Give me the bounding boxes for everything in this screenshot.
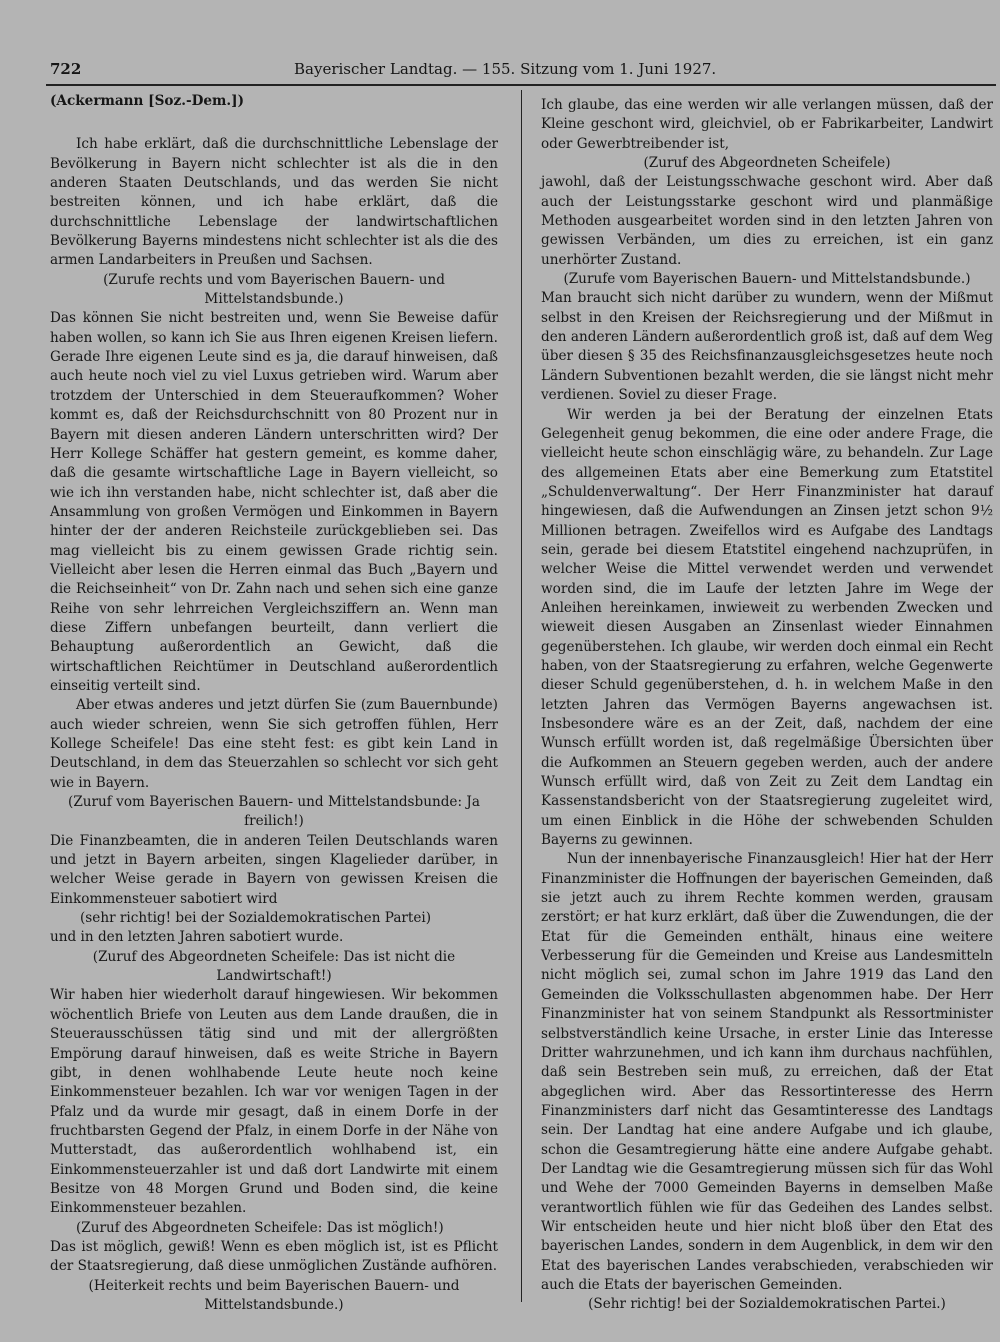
- header-rule: [46, 84, 996, 86]
- left-column: [50, 92, 498, 1315]
- interjection: (Heiterkeit rechts und beim Bayerischen Bauern- und Mittelstandsbunde.): [88, 1277, 460, 1313]
- paragraph: Ich habe erklärt, daß die durchschnittliche Lebenslage der Bevölkerung in Bayern nicht schlechter ist als die in den anderen Staaten Deutschlands, und das werden Sie nicht bestreiten können, und ich habe erklärt, daß die durchschnittliche Lebenslage der landwirtschaftlichen Bevölkerung Bayerns mindestens nicht schlechter ist als die des armen Landarbeiters in Preußen und Sachsen.: [50, 136, 498, 269]
- paragraph: Man braucht sich nicht darüber zu wundern, wenn der Mißmut selbst in den Kreisen der Reichsregierung und der Mißmut in den anderen Ländern außerordentlich groß ist, daß auf dem Weg über diesen § 35 des Reichsfinanzausgleichsgesetzes heute noch Ländern Subventionen bezahlt werden, die sie längst nicht mehr verdienen. Soviel zu dieser Frage.: [541, 290, 993, 404]
- interjection: (Sehr richtig! bei der Sozialdemokratischen Partei.): [588, 1296, 946, 1313]
- paragraph: Die Finanzbeamten, die in anderen Teilen Deutschlands waren und jetzt in Bayern arbeiten, singen Klagelieder darüber, in welcher Weise gerade in Bayern von gewissen Kreisen die Einkommensteuer sabotiert wird: [50, 832, 498, 907]
- interjection: (Zuruf des Abgeordneten Scheifele): [643, 155, 891, 172]
- paragraph: Nun der innenbayerische Finanzausgleich! Hier hat der Herr Finanzminister die Hoffnungen der bayerischen Gemeinden, daß sie jetzt auch zu ihrem Rechte kommen werden, grausam zerstört; er hat kurz erklärt, daß über die Zuwendungen, die der Etat für die Gemeinden enthält, hinaus eine weitere Verbesserung für die Gemeinden und Kreise aus Landesmitteln nicht möglich sei, zumal schon im Jahre 1919 das Land den Gemeinden die Volksschullasten abgenommen habe. Der Herr Finanzminister hat von seinem Standpunkt als Ressortminister selbstverständlich keine Ursache, in erster Linie das Interesse Dritter wahrzunehmen, und ich kann ihm durchaus nachfühlen, daß sein Bestreben sein muß, zu erreichen, daß der Etat abgeglichen wird. Aber das Ressortinteresse des Herrn Finanzministers darf nicht das Gesamtinteresse des Landtags sein. Der Landtag hat eine andere Aufgabe und ich glaube, schon die Gesamtregierung hätte eine andere Aufgabe gehabt. Der Landtag wie die Gesamtregierung müssen sich für das Wohl und Wehe der 7000 Gemeinden Bayerns in demselben Maße verantwortlich fühlen wie für das Gedeihen des Landes selbst. Wir entscheiden heute und hier nicht bloß über den Etat des bayerischen Landes, sondern in dem Augenblick, in dem wir den Etat des bayerischen Landes verabschieden, verabschieden wir auch die Etats der bayerischen Gemeinden.: [541, 851, 993, 1293]
- paragraph: Aber etwas anderes und jetzt dürfen Sie (zum Bauernbunde) auch wieder schreien, wenn Sie sich getroffen fühlen, Herr Kollege Scheifele! Das eine steht fest: es gibt kein Land in Deutschland, in dem das Steuerzahlen so schlecht vor sich geht wie in Bayern.: [50, 697, 498, 791]
- column-divider: [521, 90, 522, 1302]
- paragraph: Wir haben hier wiederholt darauf hingewiesen. Wir bekommen wöchentlich Briefe von Leuten aus dem Lande draußen, die in Steuerausschüssen tätig sind und mit der allergrößten Empörung darauf hinweisen, daß es weite Striche in Bayern gibt, in denen wohlhabende Leute heute noch keine Einkommensteuer bezahlen. Ich war vor wenigen Tagen in der Pfalz und da wurde mir gesagt, daß in einem Dorfe in der fruchtbarsten Gegend der Pfalz, in einem Dorfe in der Nähe von Mutterstadt, das außerordentlich wohlhabend ist, ein Einkommensteuerzahler ist und daß dort Landwirte mit einem Besitze von 48 Morgen Grund und Boden sind, die keine Einkommensteuer bezahlen.: [50, 987, 498, 1217]
- paragraph: Wir werden ja bei der Beratung der einzelnen Etats Gelegenheit genug bekommen, die eine oder andere Frage, die vielleicht heute schon einschlägig wäre, zu behandeln. Zur Lage des allgemeinen Etats aber eine Bemerkung zum Etatstitel „Schuldenverwaltung“. Der Herr Finanzminister hat darauf hingewiesen, daß die Aufwendungen an Zinsen jetzt schon 9½ Millionen betragen. Zweifellos wird es Aufgabe des Landtags sein, gerade bei diesem Etatstitel eingehend nachzuprüfen, in welcher Weise die Mittel verwendet werden und verwendet worden sind, die im Laufe der letzten Jahre im Wege der Anleihen hereinkamen, inwieweit zu werbenden Zwecken und wieweit diesen Ausgaben an Zinsenlast wieder Einnahmen gegenüberstehen. Ich glaube, wir werden doch einmal ein Recht haben, von der Staatsregierung zu erfahren, welche Gegenwerte dieser Schuld gegenüberstehen, d. h. in welchem Maße in den letzten Jahren das Vermögen Bayerns angewachsen ist. Insbesondere wäre es an der Zeit, daß, nachdem der eine Wunsch erfüllt worden ist, daß regelmäßige Übersichten über die Aufkommen an Steuern gegeben werden, auch der andere Wunsch erfüllt wird, daß von Zeit zu Zeit dem Landtag ein Kassenstandsbericht von der Staatsregierung zugeleitet wird, um einen Einblick in die Höhe der schwebenden Schulden Bayerns zu gewinnen.: [541, 406, 993, 849]
- page-header: [46, 58, 996, 82]
- paragraph: Das ist möglich, gewiß! Wenn es eben möglich ist, ist es Pflicht der Staatsregierung, daß diese unmöglichen Zustände aufhören.: [50, 1238, 498, 1275]
- interjection: (Zuruf vom Bayerischen Bauern- und Mittelstandsbunde: Ja freilich!): [68, 794, 480, 830]
- page-number: 722: [50, 60, 82, 78]
- interjection: (Zuruf des Abgeordneten Scheifele: Das ist möglich!): [76, 1219, 444, 1236]
- interjection: (Zuruf des Abgeordneten Scheifele: Das ist nicht die Landwirtschaft!): [92, 948, 456, 985]
- running-title: Bayerischer Landtag. — 155. Sitzung vom 1. Juni 1927.: [294, 60, 717, 78]
- paragraph: jawohl, daß der Leistungsschwache geschont wird. Aber daß auch der Leistungsstarke geschont wird und planmäßige Methoden ausgearbeitet worden sind in den letzten Jahren von gewissen Verbänden, um dies zu erreichen, ist ein ganz unerhörter Zustand.: [541, 174, 993, 268]
- speaker-label: (Ackermann [Soz.-Dem.]): [50, 93, 245, 109]
- interjection: (sehr richtig! bei der Sozialdemokratischen Partei): [80, 910, 432, 927]
- paragraph: Das können Sie nicht bestreiten und, wenn Sie Beweise dafür haben wollen, so kann ich Sie aus Ihren eigenen Kreisen liefern. Gerade Ihre eigenen Leute sind es ja, die darauf hinweisen, daß auch heute noch viel zu viel Luxus getrieben wird. Warum aber trotzdem der Unterschied in dem Steueraufkommen? Woher kommt es, daß der Reichsdurchschnitt von 80 Prozent nur in Bayern mit diesen anderen Ländern unterschritten wird? Der Herr Kollege Schäffer hat gestern gemeint, es komme daher, daß die gesamte wirtschaftliche Lage in Bayern vielleicht, so wie ich ihn verstanden habe, nicht schlechter ist, daß aber die Ansammlung von großen Vermögen und Einkommen in Bayern hinter der der anderen Reichsteile zurückgeblieben sei. Das mag vielleicht bis zu einem gewissen Grade richtig sein. Vielleicht aber lesen die Herren einmal das Buch „Bayern und die Reichseinheit“ von Dr. Zahn nach und sehen sich eine ganze Reihe von sehr lehrreichen Vergleichsziffern an. Wenn man diese Ziffern unbefangen beurteilt, dann verliert die Behauptung außerordentlich an Gewicht, daß die wirtschaftlichen Reichtümer in Deutschland außerordentlich einseitig verteilt sind.: [50, 310, 498, 694]
- paragraph: Ich glaube, das eine werden wir alle verlangen müssen, daß der Kleine geschont wird, gleichviel, ob er Fabrikarbeiter, Landwirt oder Gewerbtreibender ist,: [541, 97, 993, 152]
- right-column: [541, 96, 993, 1315]
- interjection: (Zurufe vom Bayerischen Bauern- und Mittelstandsbunde.): [563, 271, 971, 288]
- paragraph: und in den letzten Jahren sabotiert wurde.: [50, 929, 344, 946]
- interjection: (Zurufe rechts und vom Bayerischen Bauern- und Mittelstandsbunde.): [103, 271, 445, 308]
